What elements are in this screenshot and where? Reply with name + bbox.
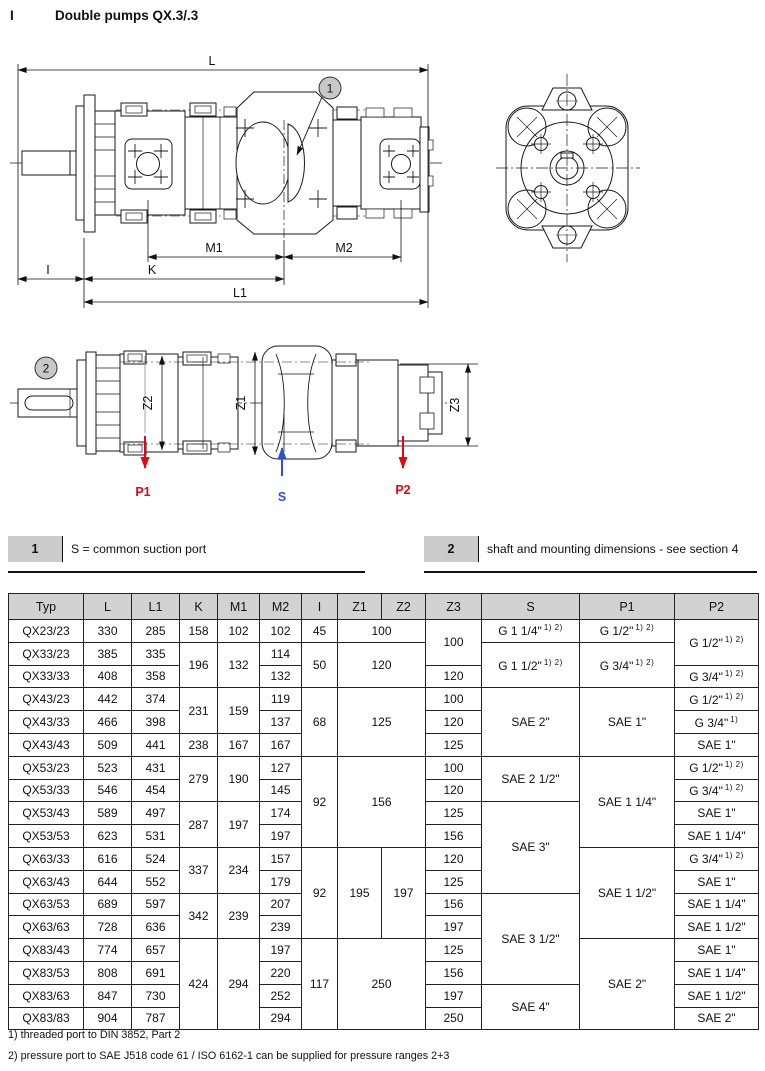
footnote-marker: 1) 2) — [635, 623, 655, 633]
table-cell: 597 — [132, 893, 180, 916]
table-cell: 636 — [132, 916, 180, 939]
table-cell: 167 — [218, 733, 260, 756]
table-cell: SAE 2" — [482, 688, 580, 756]
table-cell: 657 — [132, 939, 180, 962]
table-cell: 466 — [84, 711, 132, 734]
table-cell: 408 — [84, 665, 132, 688]
legend-note-1-rule — [8, 571, 365, 573]
column-header-z1: Z1 — [338, 594, 382, 620]
legend-note-1-text: S = common suction port — [71, 542, 207, 556]
table-cell: 730 — [132, 984, 180, 1007]
table-cell: 197 — [260, 939, 302, 962]
table-cell: SAE 1" — [580, 688, 675, 756]
table-cell: G 1/2" $^{1) 2)}$ — [580, 620, 675, 643]
table-cell: 442 — [84, 688, 132, 711]
table-cell: 120 — [426, 711, 482, 734]
footnote-marker: 1) 2) — [724, 760, 744, 770]
table-cell: 197 — [426, 984, 482, 1007]
table-cell: 157 — [260, 847, 302, 870]
table-cell: 100 — [426, 688, 482, 711]
table-cell: 50 — [302, 642, 338, 688]
table-cell: 102 — [218, 620, 260, 643]
footnote-1: 1) threaded port to DIN 3852, Part 2 — [8, 1029, 181, 1041]
row-header-typ: QX33/33 — [9, 665, 84, 688]
legend-note-1 — [8, 536, 365, 576]
column-header-z3: Z3 — [426, 594, 482, 620]
table-cell: 509 — [84, 733, 132, 756]
table-cell: 294 — [218, 939, 260, 1030]
pump-side-view — [10, 92, 442, 238]
table-cell: 156 — [426, 893, 482, 916]
footnote-2: 2) pressure port to SAE J518 code 61 / ISO 6162-1 can be supplied for pressure ranges 2+3 — [8, 1050, 450, 1062]
port-label-p1: P1 — [135, 485, 151, 499]
column-header-m2: M2 — [260, 594, 302, 620]
table-cell: 374 — [132, 688, 180, 711]
table-cell: 196 — [180, 642, 218, 688]
table-cell: 342 — [180, 893, 218, 939]
table-cell: 197 — [426, 916, 482, 939]
table-cell: 137 — [260, 711, 302, 734]
table-row — [9, 688, 759, 711]
table-cell: 145 — [260, 779, 302, 802]
table-cell: 100 — [426, 756, 482, 779]
table-cell: 92 — [302, 756, 338, 847]
callout-2-number: 2 — [42, 361, 50, 376]
row-header-typ: QX43/23 — [9, 688, 84, 711]
table-cell: 68 — [302, 688, 338, 756]
table-cell: SAE 2 1/2" — [482, 756, 580, 802]
table-row — [9, 642, 759, 665]
dimension-table-container — [8, 593, 759, 1030]
table-cell: 385 — [84, 642, 132, 665]
table-cell: SAE 1 1/4" — [675, 825, 759, 848]
legend-note-2-number: 2 — [424, 536, 479, 562]
table-cell: SAE 2" — [580, 939, 675, 1030]
table-cell: G 1 1/2" $^{1) 2)}$ — [482, 642, 580, 688]
column-header-p2: P2 — [675, 594, 759, 620]
table-cell: SAE 3" — [482, 802, 580, 893]
table-cell: 92 — [302, 847, 338, 938]
table-cell: 589 — [84, 802, 132, 825]
flange-end-view — [496, 74, 640, 262]
table-cell: SAE 1" — [675, 802, 759, 825]
footnote-marker: 1) 2) — [724, 691, 744, 701]
row-header-typ: QX63/53 — [9, 893, 84, 916]
row-header-typ: QX83/83 — [9, 1007, 84, 1030]
footnote-marker: 1) 2) — [724, 782, 744, 792]
dim-label-z3: Z3 — [448, 397, 462, 413]
pump-top-view — [10, 346, 452, 459]
table-cell: SAE 1 1/2" — [580, 847, 675, 938]
callout-2 — [35, 357, 57, 379]
table-cell: SAE 1 1/2" — [675, 916, 759, 939]
table-cell: 523 — [84, 756, 132, 779]
table-cell: SAE 3 1/2" — [482, 893, 580, 984]
table-cell: 250 — [426, 1007, 482, 1030]
table-cell: 552 — [132, 870, 180, 893]
dim-label-m1: M1 — [205, 241, 223, 255]
table-cell: SAE 1" — [675, 939, 759, 962]
table-cell: 197 — [382, 847, 426, 938]
table-cell: 279 — [180, 756, 218, 802]
port-label-p2: P2 — [395, 483, 411, 497]
table-cell: 207 — [260, 893, 302, 916]
table-cell: 234 — [218, 847, 260, 893]
table-cell: G 1/2" $^{1) 2)}$ — [675, 620, 759, 666]
table-cell: 337 — [180, 847, 218, 893]
legend-note-2-rule — [424, 571, 757, 573]
table-cell: 197 — [218, 802, 260, 848]
table-cell: 119 — [260, 688, 302, 711]
row-header-typ: QX83/43 — [9, 939, 84, 962]
column-header-typ: Typ — [9, 594, 84, 620]
table-cell: 114 — [260, 642, 302, 665]
footnote-marker: 1) 2) — [724, 851, 744, 861]
table-cell: SAE 1 1/4" — [675, 961, 759, 984]
table-cell: 531 — [132, 825, 180, 848]
table-cell: 167 — [260, 733, 302, 756]
table-cell: 125 — [426, 802, 482, 825]
dim-label-z1: Z1 — [234, 395, 248, 411]
table-cell: 287 — [180, 802, 218, 848]
table-cell: 156 — [426, 961, 482, 984]
dim-label-i: I — [46, 263, 50, 277]
port-label-s: S — [277, 490, 287, 504]
table-cell: 431 — [132, 756, 180, 779]
table-cell: 250 — [338, 939, 426, 1030]
column-header-k: K — [180, 594, 218, 620]
table-cell: 120 — [426, 847, 482, 870]
legend-note-2-text: shaft and mounting dimensions - see section 4 — [487, 542, 739, 556]
dim-label-l1: L1 — [233, 286, 247, 300]
table-cell: 454 — [132, 779, 180, 802]
row-header-typ: QX43/43 — [9, 733, 84, 756]
footnote-marker: 1) — [730, 714, 739, 724]
table-cell: 220 — [260, 961, 302, 984]
table-cell: SAE 1 1/2" — [675, 984, 759, 1007]
table-cell: 197 — [260, 825, 302, 848]
dim-label-l: L — [208, 54, 216, 68]
column-header-p1: P1 — [580, 594, 675, 620]
table-cell: G 3/4" $^{1)}$ — [675, 711, 759, 734]
table-cell: 808 — [84, 961, 132, 984]
table-cell: 546 — [84, 779, 132, 802]
dim-label-z2: Z2 — [141, 395, 155, 411]
table-cell: 358 — [132, 665, 180, 688]
table-cell: G 3/4" $^{1) 2)}$ — [580, 642, 675, 688]
table-cell: G 3/4" $^{1) 2)}$ — [675, 779, 759, 802]
table-cell: 125 — [426, 870, 482, 893]
row-header-typ: QX53/23 — [9, 756, 84, 779]
table-cell: 497 — [132, 802, 180, 825]
column-header-i: I — [302, 594, 338, 620]
table-cell: 117 — [302, 939, 338, 1030]
row-header-typ: QX53/43 — [9, 802, 84, 825]
footnote-marker: 1) 2) — [724, 634, 744, 644]
technical-drawing — [0, 0, 765, 530]
page-title-text: Double pumps QX.3/.3 — [55, 8, 199, 23]
table-cell: 156 — [338, 756, 426, 847]
table-cell: 623 — [84, 825, 132, 848]
table-cell: 787 — [132, 1007, 180, 1030]
table-cell: 102 — [260, 620, 302, 643]
table-cell: 335 — [132, 642, 180, 665]
legend-note-1-number: 1 — [8, 536, 63, 562]
table-cell: G 1/2" $^{1) 2)}$ — [675, 756, 759, 779]
table-cell: 644 — [84, 870, 132, 893]
table-cell: 45 — [302, 620, 338, 643]
footnote-marker: 1) 2) — [635, 657, 655, 667]
table-cell: 728 — [84, 916, 132, 939]
row-header-typ: QX23/23 — [9, 620, 84, 643]
row-header-typ: QX53/33 — [9, 779, 84, 802]
column-header-z2: Z2 — [382, 594, 426, 620]
table-cell: 524 — [132, 847, 180, 870]
table-cell: 285 — [132, 620, 180, 643]
legend-note-2 — [424, 536, 757, 576]
table-cell: G 1 1/4" $^{1) 2)}$ — [482, 620, 580, 643]
table-cell: G 3/4" $^{1) 2)}$ — [675, 847, 759, 870]
table-row — [9, 620, 759, 643]
table-cell: 252 — [260, 984, 302, 1007]
table-cell: 125 — [426, 733, 482, 756]
table-cell: 238 — [180, 733, 218, 756]
table-cell: SAE 1" — [675, 870, 759, 893]
table-cell: SAE 1" — [675, 733, 759, 756]
row-header-typ: QX63/43 — [9, 870, 84, 893]
table-cell: 231 — [180, 688, 218, 734]
table-cell: SAE 4" — [482, 984, 580, 1030]
table-cell: G 3/4" $^{1) 2)}$ — [675, 665, 759, 688]
table-cell: 294 — [260, 1007, 302, 1030]
dim-label-m2: M2 — [335, 241, 353, 255]
table-row — [9, 847, 759, 870]
table-cell: 330 — [84, 620, 132, 643]
footnote-marker: 1) 2) — [543, 623, 563, 633]
section-index: I — [10, 8, 14, 23]
table-cell: 100 — [338, 620, 426, 643]
table-cell: 239 — [218, 893, 260, 939]
table-cell: 441 — [132, 733, 180, 756]
table-cell: SAE 1 1/4" — [675, 893, 759, 916]
table-cell: 159 — [218, 688, 260, 734]
column-header-l1: L1 — [132, 594, 180, 620]
table-cell: 120 — [426, 779, 482, 802]
footnote-marker: 1) 2) — [724, 668, 744, 678]
row-header-typ: QX63/33 — [9, 847, 84, 870]
table-cell: 904 — [84, 1007, 132, 1030]
table-cell: 127 — [260, 756, 302, 779]
table-cell: 190 — [218, 756, 260, 802]
table-cell: 691 — [132, 961, 180, 984]
table-row — [9, 939, 759, 962]
dim-label-k: K — [147, 263, 157, 277]
row-header-typ: QX33/23 — [9, 642, 84, 665]
table-cell: SAE 1 1/4" — [580, 756, 675, 847]
table-cell: 195 — [338, 847, 382, 938]
dimension-table — [8, 593, 759, 1030]
column-header-l: L — [84, 594, 132, 620]
table-cell: 156 — [426, 825, 482, 848]
table-cell: 174 — [260, 802, 302, 825]
table-cell: 120 — [426, 665, 482, 688]
table-cell: 100 — [426, 620, 482, 666]
table-cell: 398 — [132, 711, 180, 734]
row-header-typ: QX63/63 — [9, 916, 84, 939]
table-cell: 424 — [180, 939, 218, 1030]
table-cell: 132 — [260, 665, 302, 688]
footnote-marker: 1) 2) — [543, 657, 563, 667]
table-cell: G 1/2" $^{1) 2)}$ — [675, 688, 759, 711]
table-cell: 239 — [260, 916, 302, 939]
row-header-typ: QX53/53 — [9, 825, 84, 848]
table-cell: 847 — [84, 984, 132, 1007]
table-cell: 179 — [260, 870, 302, 893]
callout-1-number: 1 — [326, 81, 334, 96]
table-cell: 689 — [84, 893, 132, 916]
row-header-typ: QX43/33 — [9, 711, 84, 734]
table-cell: 125 — [338, 688, 426, 756]
table-cell: 120 — [338, 642, 426, 688]
table-cell: 774 — [84, 939, 132, 962]
row-header-typ: QX83/63 — [9, 984, 84, 1007]
row-header-typ: QX83/53 — [9, 961, 84, 984]
column-header-m1: M1 — [218, 594, 260, 620]
table-cell: SAE 2" — [675, 1007, 759, 1030]
column-header-s: S — [482, 594, 580, 620]
table-cell: 132 — [218, 642, 260, 688]
table-row — [9, 756, 759, 779]
table-cell: 158 — [180, 620, 218, 643]
table-cell: 125 — [426, 939, 482, 962]
table-cell: 616 — [84, 847, 132, 870]
